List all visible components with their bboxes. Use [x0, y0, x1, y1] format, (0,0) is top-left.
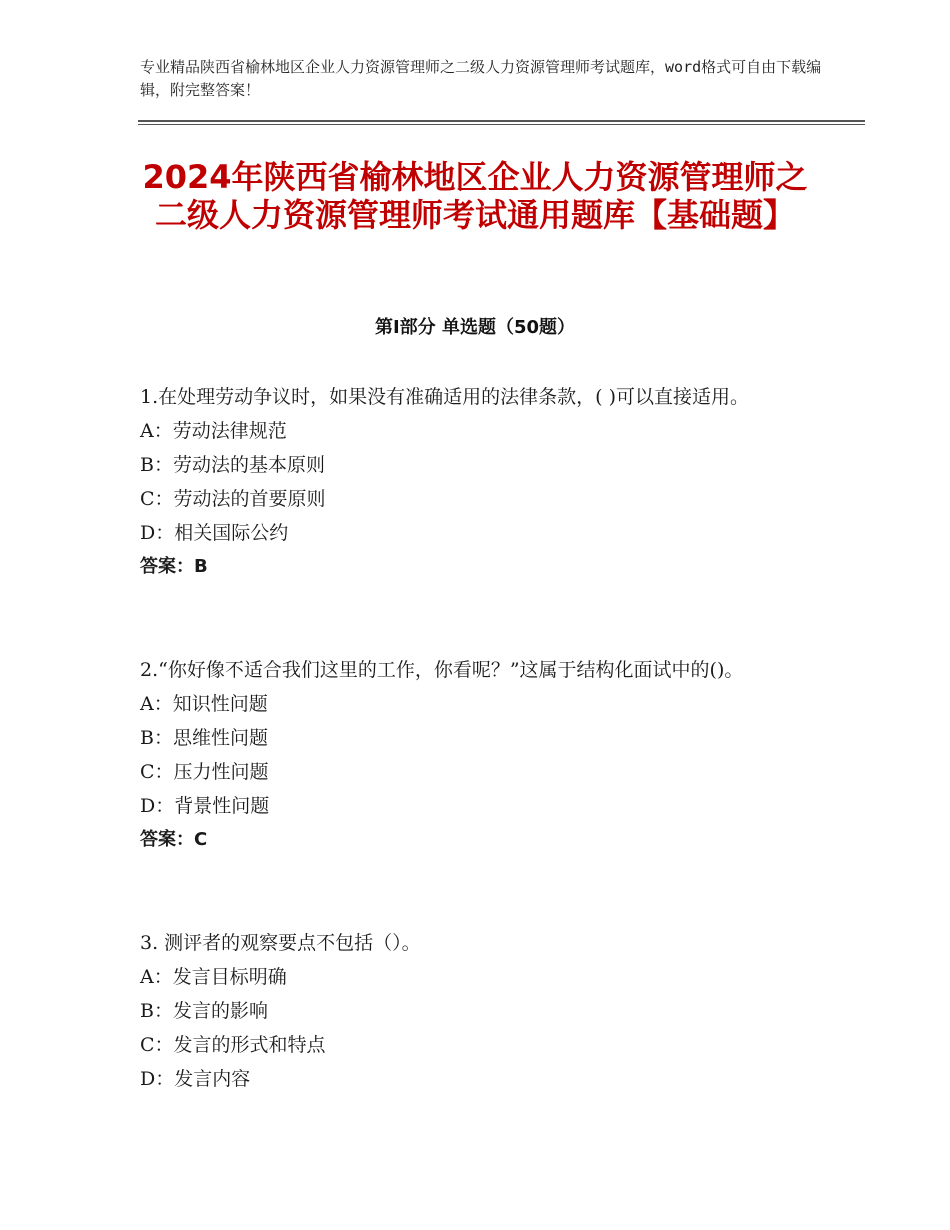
- answer-line: 答案：C: [140, 829, 208, 850]
- question-1: [140, 380, 820, 584]
- option-c: C：发言的形式和特点: [140, 1034, 326, 1056]
- question-stem: 2.“你好像不适合我们这里的工作，你看呢？”这属于结构化面试中的()。: [140, 659, 744, 681]
- document-title: 2024年陕西省榆林地区企业人力资源管理师之二级人力资源管理师考试通用题库【基础题】: [142, 158, 808, 234]
- option-b: B：思维性问题: [140, 727, 268, 749]
- option-d: D：发言内容: [140, 1068, 251, 1090]
- option-a: A：知识性问题: [140, 693, 268, 715]
- option-a: A：发言目标明确: [140, 966, 287, 988]
- question-2: [140, 653, 820, 857]
- option-a: A：劳动法律规范: [140, 420, 287, 442]
- question-stem: 1.在处理劳动争议时，如果没有准确适用的法律条款，( )可以直接适用。: [140, 386, 749, 408]
- answer-line: 答案：B: [140, 556, 208, 577]
- question-stem: 3. 测评者的观察要点不包括（）。: [140, 932, 421, 954]
- section-heading: 第Ⅰ部分 单选题（50题）: [374, 317, 575, 338]
- option-d: D：相关国际公约: [140, 522, 289, 544]
- header-note: 专业精品陕西省榆林地区企业人力资源管理师之二级人力资源管理师考试题库，word格式可自由下载编辑，附完整答案！: [140, 58, 822, 99]
- option-d: D：背景性问题: [140, 795, 270, 817]
- option-c: C：劳动法的首要原则: [140, 488, 326, 510]
- option-c: C：压力性问题: [140, 761, 269, 783]
- option-b: B：劳动法的基本原则: [140, 454, 325, 476]
- option-b: B：发言的影响: [140, 1000, 268, 1022]
- question-3: [140, 926, 820, 1096]
- header-divider: [138, 120, 865, 125]
